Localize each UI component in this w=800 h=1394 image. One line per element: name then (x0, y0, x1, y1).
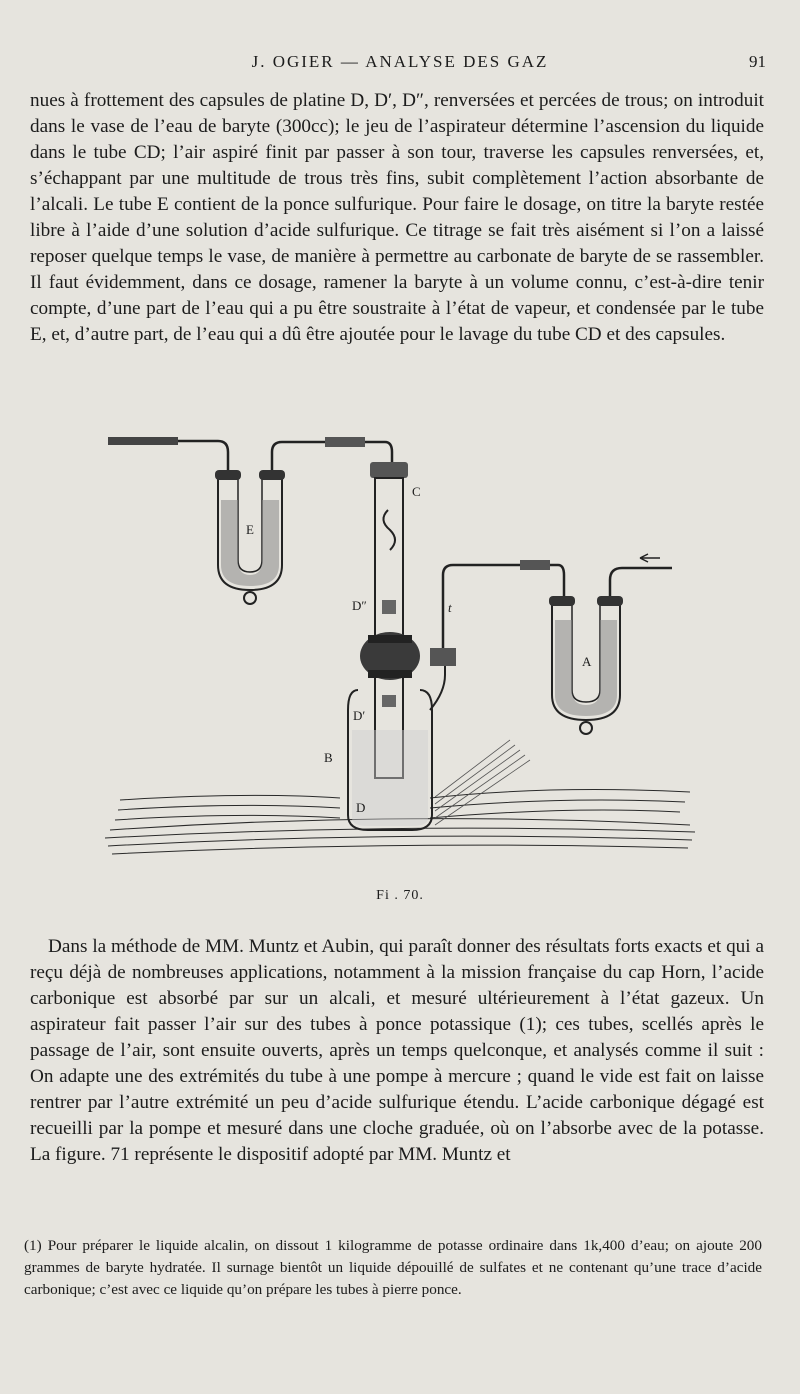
label-d-double-prime: D″ (352, 598, 367, 613)
arrow-icon (640, 554, 660, 562)
paragraph-2: Dans la méthode de MM. Muntz et Aubin, qui paraît donner des résultats forts exacts et qui a reçu déjà de nombreuses applications, notamment à la mission française du cap Horn, l’acide carbonique est absorbé par sur un alcali, et mesuré ultérieurement à l’état gazeux. Un aspirateur fait passer l’air sur des tubes à ponce potassique (1); ces tubes, scellés après le passage de l’air, sont ensuite ouverts, après un temps quelconque, et analysés comme il suit : On adapte une des extrémités du tube à une pompe à mercure ; quand le vide est fait on laisse rentrer par l’autre extrémité un peu d’acide sulfurique étendu. L’acide carbonique dégagé est recueilli par la pompe et mesuré dans une cloche graduée, où on l’absorbe avec de la potasse. La figure. 71 représente le dispositif adopté par MM. Muntz et (30, 936, 764, 1165)
footnote-marker: (1) (24, 1237, 42, 1254)
paragraph-1: nues à frottement des capsules de platine D, D′, D″, renversées et percées de trous; on introduit dans le vase de l’eau de baryte (300cc); le jeu de l’aspirateur détermine l’ascension du liquide dans le tube CD; l’air aspiré finit par passer à son tour, traverse les capsules renversées, et, s’échappant par une multitude de trous très fins, subit complètement l’action absorbante de l’alcali. Le tube E contient de la ponce sulfurique. Pour faire le dosage, on titre la baryte restée libre à l’aide d’une solution d’acide sulfurique. Ce titrage se fait très aisément si l’on a laissé reposer quelque temps le vase, de manière à permettre au carbonate de baryte de se rassembler. Il faut évidemment, dans ce dosage, ramener la baryte à un volume connu, c’est-à-dire tenir compte, d’une part de l’eau qui a pu être soustraite à l’état de vapeur, et condensée par le tube E, et, d’autre part, de l’eau qui a dû être ajoutée pour le lavage du tube CD et des capsules. (30, 90, 764, 345)
footnote-text: Pour préparer le liquide alcalin, on dissout 1 kilogramme de potasse ordinaire dans 1k,400 d’eau; on ajoute 200 grammes de baryte hydratée. Il surnage bientôt un liquide dépouillé de sulfates et ne contenant qu’une trace d’acide carbonique; c’est avec ce liquide qu’on prépare les tubes à pierre ponce. (24, 1237, 762, 1298)
label-b: B (324, 750, 333, 765)
running-head (30, 52, 770, 76)
u-tube-e (215, 470, 285, 604)
label-e: E (246, 522, 254, 537)
figure-apparatus (100, 430, 700, 870)
inlet-tube (108, 437, 178, 445)
label-d-prime: D′ (353, 708, 366, 723)
running-head-title: J. OGIER — ANALYSE DES GAZ (251, 52, 549, 71)
page-number: 91 (749, 52, 766, 71)
label-d: D (356, 800, 366, 815)
label-a: A (582, 654, 592, 669)
label-t: t (448, 600, 452, 615)
label-c: C (412, 484, 421, 499)
footnote (24, 1235, 762, 1301)
figure-caption: Fi . 70. (376, 888, 424, 903)
